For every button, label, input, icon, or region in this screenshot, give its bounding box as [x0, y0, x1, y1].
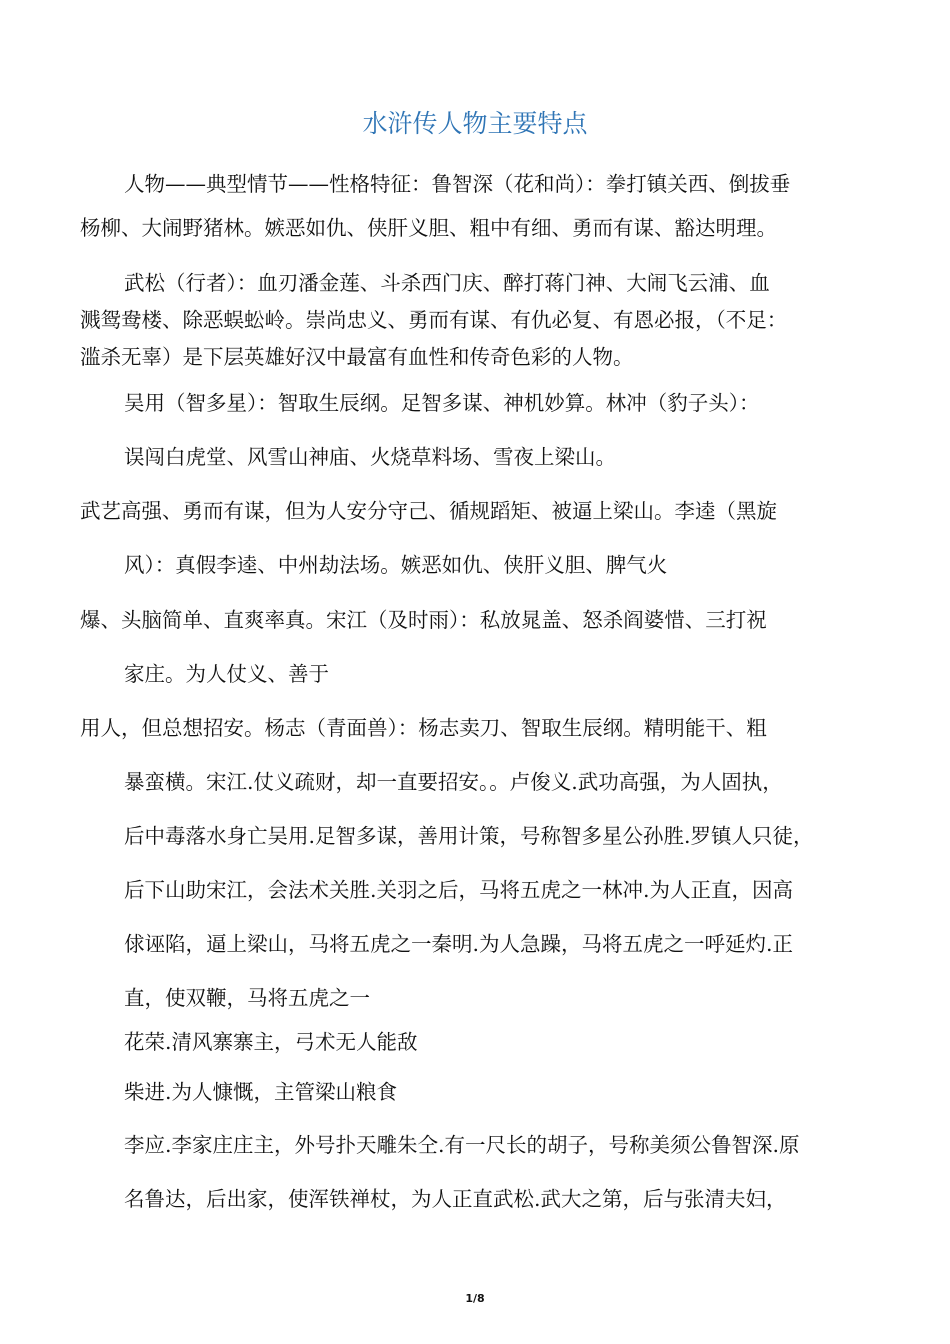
text-line: 李应.李家庄庄主，外号扑天雕朱仝.有一尺长的胡子，号称美须公鲁智深.原 — [124, 1133, 800, 1157]
text-line: 风）：真假李逵、中州劫法场。嫉恶如仇、侠肝义胆、脾气火 — [124, 553, 668, 577]
text-line: 直，使双鞭，马将五虎之一 — [124, 986, 370, 1010]
page-number: 1/8 — [465, 1292, 485, 1305]
text-line: 误闯白虎堂、风雪山神庙、火烧草料场、雪夜上梁山。 — [124, 445, 616, 469]
text-line: 暴蛮横。宋江.仗义疏财，却一直要招安。。卢俊义.武功高强，为人固执， — [124, 770, 783, 794]
text-line: 武艺高强、勇而有谋，但为人安分守己、循规蹈矩、被逼上梁山。李逵（黑旋 — [80, 499, 777, 523]
text-line: 吴用（智多星）：智取生辰纲。足智多谋、神机妙算。林冲（豹子头）： — [124, 391, 760, 415]
text-line: 名鲁达，后出家，使浑铁禅杖，为人正直武松.武大之第，后与张清夫妇， — [124, 1187, 787, 1211]
text-line: 杨柳、大闹野猪林。嫉恶如仇、侠肝义胆、粗中有细、勇而有谋、豁达明理。 — [80, 216, 777, 240]
text-line: 用人，但总想招安。杨志（青面兽）：杨志卖刀、智取生辰纲。精明能干、粗 — [80, 716, 767, 740]
text-line: 武松（行者）：血刃潘金莲、斗杀西门庆、醉打蒋门神、大闹飞云浦、血 — [124, 271, 770, 295]
text-line: 爆、头脑简单、直爽率真。宋江（及时雨）：私放晁盖、怒杀阎婆惜、三打祝 — [80, 608, 767, 632]
text-line: 家庄。为人仗义、善于 — [124, 662, 329, 686]
text-line: 俅诬陷，逼上梁山，马将五虎之一秦明.为人急躁，马将五虎之一呼延灼.正 — [124, 932, 794, 956]
text-line: 人物——典型情节——性格特征：鲁智深（花和尚）：拳打镇关西、倒拔垂 — [124, 172, 791, 196]
page-title: 水浒传人物主要特点 — [362, 109, 588, 138]
text-line: 滥杀无辜）是下层英雄好汉中最富有血性和传奇色彩的人物。 — [80, 345, 634, 369]
text-line: 柴进.为人慷慨，主管梁山粮食 — [124, 1080, 398, 1104]
text-line: 溅鸳鸯楼、除恶蜈蚣岭。崇尚忠义、勇而有谋、有仇必复、有恩必报，（不足： — [80, 308, 788, 332]
text-line: 后下山助宋江，会法术关胜.关羽之后，马将五虎之一林冲.为人正直，因高 — [124, 878, 794, 902]
text-line: 花荣.清风寨寨主，弓术无人能敌 — [124, 1030, 418, 1054]
text-line: 后中毒落水身亡吴用.足智多谋，善用计策，号称智多星公孙胜.罗镇人只徒， — [124, 824, 814, 848]
